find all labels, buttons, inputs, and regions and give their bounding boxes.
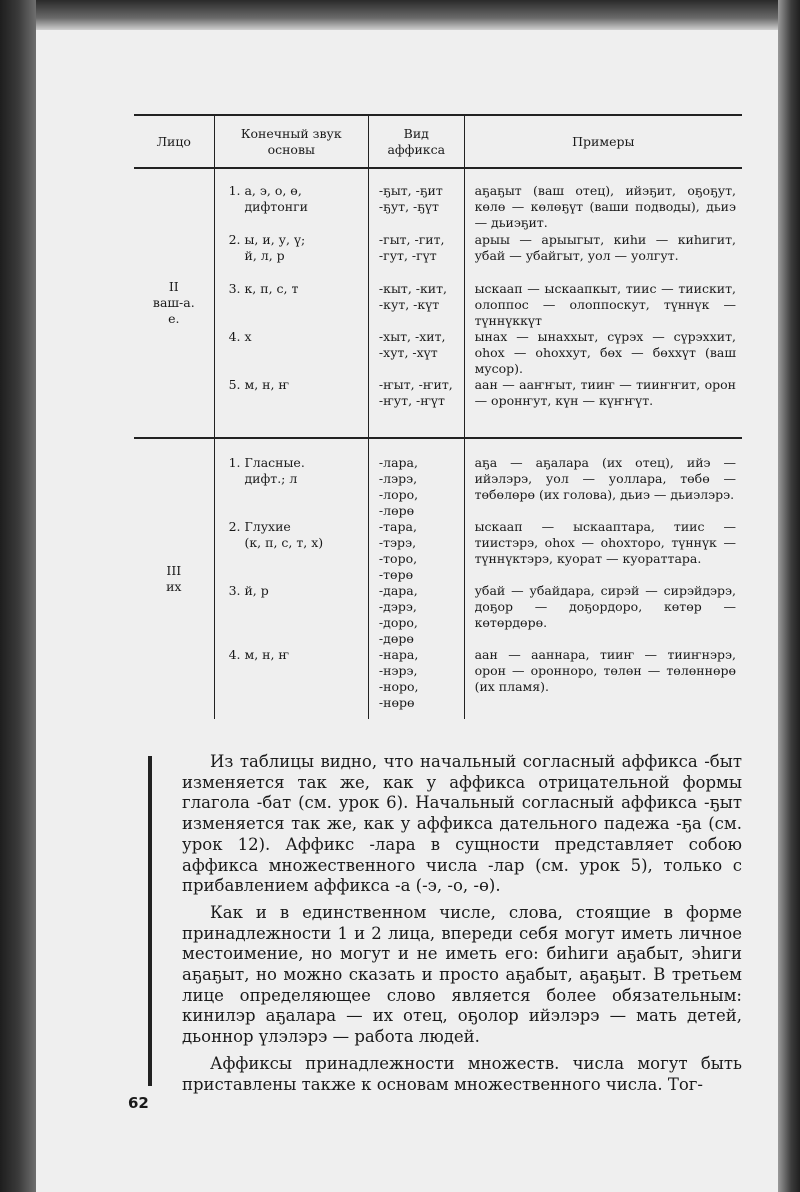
example-entry: аан — ааҥҥыт, тииҥ — тииҥҥит, орон — оронҥут, күн — күҥҥүт. <box>474 377 736 408</box>
example-entry: аҕаҕыт (ваш отец), ийэҕит, оҕоҕут, көлө — көлөҕүт (ваши подводы), дьиэ — дьиэҕит. <box>474 183 736 230</box>
person-cell <box>134 168 214 438</box>
final-sound-entry: 3. й, р <box>228 583 269 598</box>
affix-entry: -дара, -дэрэ, -доро, -дөрө <box>378 583 418 646</box>
affix-entry: -нара, -нэрэ, -норо, -нөрө <box>378 647 419 710</box>
possessive-affix-table <box>134 114 742 719</box>
examples-cell <box>464 168 742 438</box>
margin-rule <box>148 756 152 1086</box>
final-sound-entry: 3. к, п, с, т <box>228 281 299 296</box>
example-entry: ыскаап — ыскаапкыт, тиис — тиискит, олоппос — олоппоскут, түннүк — түннүккүт <box>474 281 736 328</box>
affix-cell <box>368 168 464 438</box>
body-text <box>182 752 742 1095</box>
person-label: III их <box>166 563 182 594</box>
final-sound-cell <box>214 168 368 438</box>
page-number: 62 <box>128 1094 149 1112</box>
final-sound-cell <box>214 438 368 719</box>
person-cell <box>134 438 214 719</box>
header-examples: Примеры <box>464 115 742 168</box>
affix-entry: -ҥыт, -ҥит, -ҥут, -ҥүт <box>378 377 453 408</box>
example-entry: ынах — ынаххыт, сүрэх — сүрэххит, оһох — оһоххут, бөх — бөххүт (ваш мусор). <box>474 329 736 376</box>
paragraph: Аффиксы принадлежности множеств. числа могут быть приставлены также к основам множественного числа. Тог- <box>182 1053 742 1094</box>
example-entry: аан — ааннара, тииҥ — тииҥнэрэ, орон — оронноро, төлөн — төлөннөрө (их пламя). <box>474 647 736 694</box>
final-sound-entry: 2. Глухие (к, п, с, т, х) <box>228 519 324 550</box>
final-sound-entry: 1. а, э, о, ө, дифтонги <box>228 183 308 214</box>
affix-entry: -кыт, -кит, -кут, -күт <box>378 281 448 312</box>
paragraph: Как и в единственном числе, слова, стоящие в форме принадлежности 1 и 2 лица, впереди себя могут иметь личное местоимение, но могут и не иметь его: биһиги аҕабыт, эһиги аҕаҕыт, но можно сказать и просто аҕабыт, аҕаҕыт. В третьем лице определяющее слово является более обязательным: кинилэр аҕалара — их отец, оҕолор ийэлэрэ — мать детей, дьоннор үлэлэрэ — работа людей. <box>182 902 742 1047</box>
person-label: II ваш-а. е. <box>152 279 195 326</box>
example-entry: убай — убайдара, сирэй — сирэйдэрэ, доҕор — доҕордоро, көтөр — көтөрдөрө. <box>474 583 736 630</box>
affix-entry: -лара, -лэрэ, -лоро, -лөрө <box>378 455 419 518</box>
final-sound-entry: 5. м, н, ҥ <box>228 377 290 392</box>
header-affix-type: Вид аффикса <box>368 115 464 168</box>
examples-cell <box>464 438 742 719</box>
example-entry: арыы — арыыгыт, киһи — киһигит, убай — убайгыт, уол — уолгут. <box>474 232 736 263</box>
paragraph: Из таблицы видно, что начальный согласный аффикса -быт изменяется так же, как у аффикса отрицательной формы глагола -бат (см. урок 6). Начальный согласный аффикса -ҕыт изменяется так же, как у аффикса дательного падежа -ҕа (см. урок 12). Аффикс -лара в сущности представляет собою аффикса множественного числа -лар (см. урок 5), только с прибавлением аффикса -а (-э, -о, -ө). <box>182 752 742 896</box>
top-shadow <box>36 0 780 30</box>
example-entry: аҕа — аҕалара (их отец), ийэ — ийэлэрэ, уол — уоллара, төбө — төбөлөрө (их голова), дьиэ — дьиэлэрэ. <box>474 455 736 502</box>
affix-entry: -ҕыт, -ҕит -ҕут, -ҕүт <box>378 183 443 214</box>
final-sound-entry: 4. х <box>228 329 252 344</box>
affix-entry: -гыт, -гит, -гут, -гүт <box>378 232 445 263</box>
page-edge <box>778 0 800 1192</box>
table-row-third-person <box>134 438 742 719</box>
affix-entry: -тара, -тэрэ, -торо, -төрө <box>378 519 418 582</box>
table-row-second-person <box>134 168 742 438</box>
final-sound-entry: 4. м, н, ҥ <box>228 647 290 662</box>
affix-cell <box>368 438 464 719</box>
final-sound-entry: 1. Гласные. дифт.; л <box>228 455 305 486</box>
table-header-row <box>134 115 742 168</box>
book-spine <box>0 0 40 1192</box>
header-final-sound: Конечный звук основы <box>214 115 368 168</box>
final-sound-entry: 2. ы, и, у, ү; й, л, р <box>228 232 306 263</box>
header-person: Лицо <box>134 115 214 168</box>
affix-entry: -хыт, -хит, -хут, -хүт <box>378 329 446 360</box>
example-entry: ыскаап — ыскааптара, тиис — тиистэрэ, оһох — оһохторо, түннүк — түннүктэрэ, куорат — куораттара. <box>474 519 736 566</box>
